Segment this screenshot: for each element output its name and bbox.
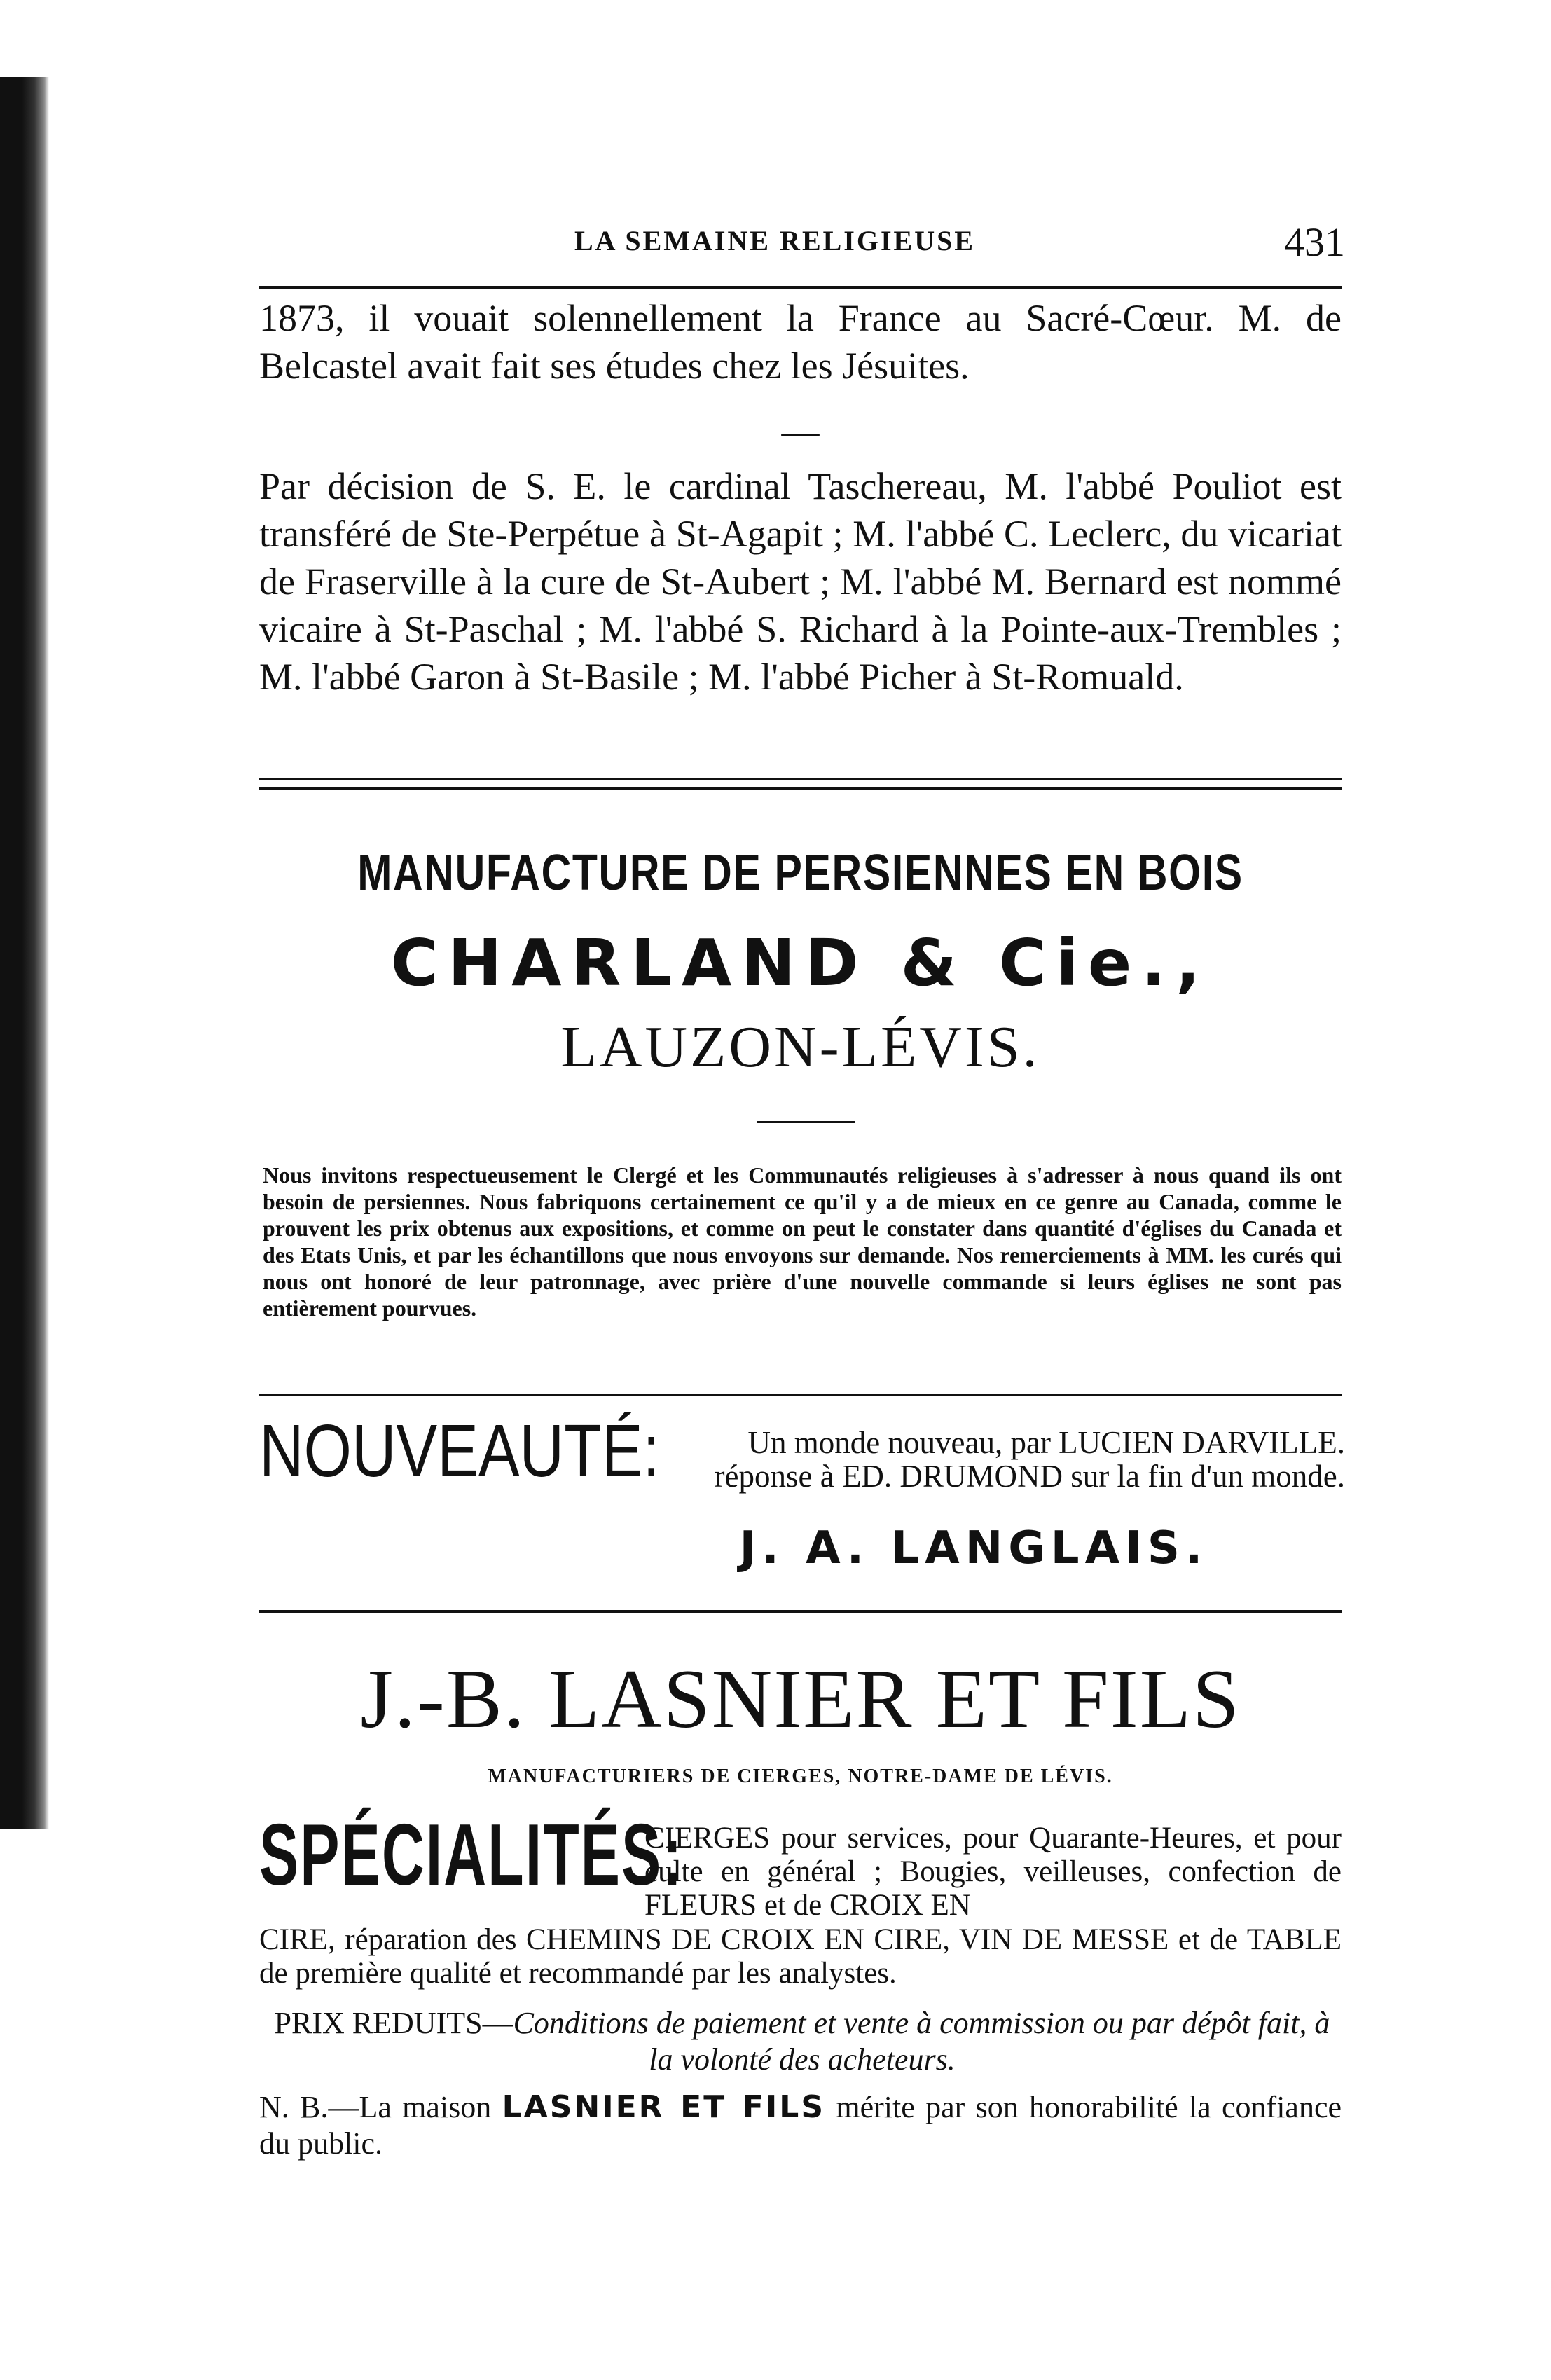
- ad3-prix-label: PRIX REDUITS—: [274, 2006, 513, 2040]
- ad3-specialites-text-a: CIERGES pour services, pour Quarante-Heures, et pour culte en général ; Bougies, veilleuses, confection de FLEURS et de CROIX EN: [644, 1822, 1342, 1922]
- ad2-headline: NOUVEAUTÉ:: [259, 1410, 660, 1492]
- binding-shadow: [0, 77, 49, 1829]
- ad2-line-2: réponse à ED. DRUMOND sur la fin d'un monde.: [714, 1459, 1345, 1494]
- ad2-line-1: Un monde nouveau, par LUCIEN DARVILLE.: [747, 1425, 1345, 1460]
- ad1-bottom-rule: [259, 1394, 1342, 1396]
- ad3-nb-text: mérite par son honorabilité la confiance du public.: [259, 2090, 1342, 2161]
- ad3-nb-name: LASNIER ET FILS: [502, 2089, 826, 2125]
- ad3-subheadline: MANUFACTURIERS DE CIERGES, NOTRE-DAME DE LÉVIS.: [488, 1766, 1113, 1787]
- ad1-body: Nous invitons respectueusement le Clergé et les Communautés religieuses à s'adresser à nous quand ils ont besoin de persiennes. Nous fabriquons certainement ce qu'il y a de mieux en ce genre au Canada, comme le prouvent les prix obtenus aux expositions, et comme on peut le constater dans quantité d'églises du Canada et des Etats Unis, et par les échantillons que nous envoyons sur demande. Nos remerciements à MM. les curés qui nous ont honoré de leur patronnage, avec prière d'une nouvelle commande si leurs églises ne sont pas entièrement pourvues.: [263, 1162, 1342, 1321]
- ad3-headline: J.-B. LASNIER ET FILS: [360, 1652, 1241, 1745]
- ad1-company: CHARLAND & Cie.,: [390, 926, 1211, 1000]
- double-rule-bottom: [259, 787, 1342, 790]
- ad1-location: LAUZON-LÉVIS.: [560, 1014, 1040, 1080]
- ad1-short-rule: [757, 1121, 855, 1123]
- article-separator: —: [781, 411, 820, 453]
- ad3-prix-text: Conditions de paiement et vente à commission ou par dépôt fait, à la volonté des acheteurs.: [513, 2006, 1330, 2077]
- ad2-author: J. A. LANGLAIS.: [739, 1522, 1208, 1574]
- article-paragraph-2: Par décision de S. E. le cardinal Taschereau, M. l'abbé Pouliot est transféré de Ste-Perpétue à St-Agapit ; M. l'abbé C. Leclerc, du vicariat de Fraserville à la cure de St-Aubert ; M. l'abbé M. Bernard est nommé vicaire à St-Paschal ; M. l'abbé S. Richard à la Pointe-aux-Trembles ; M. l'abbé Garon à St-Basile ; M. l'abbé Picher à St-Romuald.: [259, 465, 1342, 698]
- ad3-specialites-label: SPÉCIALITÉS:: [259, 1807, 684, 1904]
- ad2-bottom-rule: [259, 1610, 1342, 1613]
- ad3-specialites-text-b: CIRE, réparation des CHEMINS DE CROIX EN CIRE, VIN DE MESSE et de TABLE de première qualité et recommandé par les analystes.: [259, 1923, 1342, 1990]
- header-rule: [259, 286, 1342, 289]
- page-header: [252, 219, 1345, 266]
- ad3-nb: [259, 2089, 1342, 2162]
- ad2-text: [630, 1426, 1345, 1493]
- ad1-headline: MANUFACTURE DE PERSIENNES EN BOIS: [357, 845, 1243, 901]
- double-rule-top: [259, 778, 1342, 780]
- page-number: 431: [1284, 219, 1345, 265]
- article-paragraph-1: 1873, il vouait solennellement la France au Sacré-Cœur. M. de Belcastel avait fait ses études chez les Jésuites.: [259, 297, 1342, 387]
- ad3-nb-prefix: N. B.—La maison: [259, 2090, 492, 2124]
- ad3-prix: [266, 2005, 1338, 2078]
- running-title: LA SEMAINE RELIGIEUSE: [574, 225, 976, 256]
